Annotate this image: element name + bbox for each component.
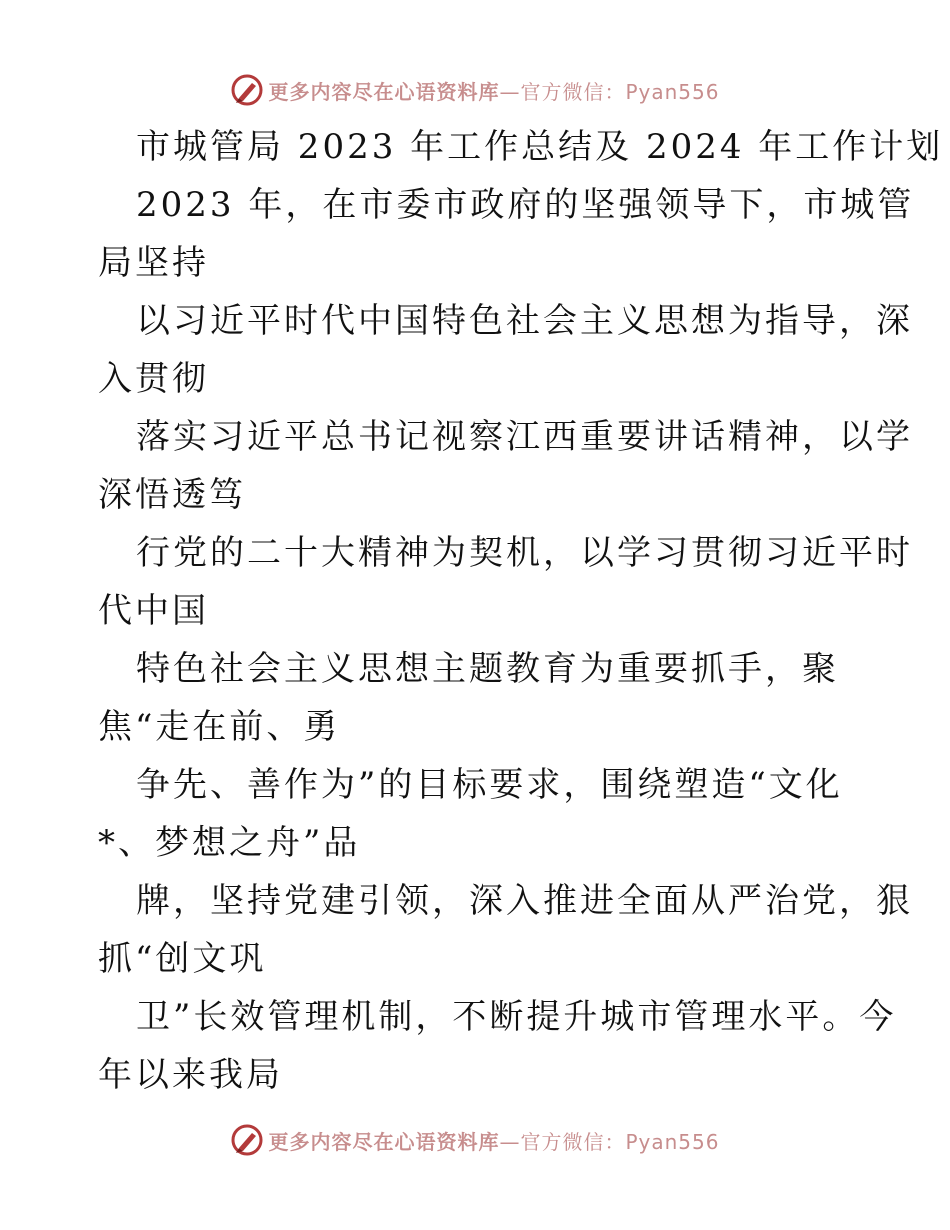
watermark-handle: —官方微信：Pyan556 (499, 1129, 720, 1154)
pen-logo-icon (230, 1123, 264, 1157)
paragraph-line: *、梦想之舟”品 (98, 823, 361, 863)
pen-logo-icon (230, 73, 264, 107)
paragraph-line: 年以来我局 (98, 1055, 283, 1095)
document-title: 市城管局 2023 年工作总结及 2024 年工作计划 (136, 127, 944, 167)
paragraph-line: 深悟透笃 (98, 475, 246, 515)
paragraph-line: 特色社会主义思想主题教育为重要抓手，聚 (136, 649, 839, 689)
paragraph-line: 以习近平时代中国特色社会主义思想为指导，深 (136, 301, 913, 341)
paragraph-line: 代中国 (98, 591, 209, 631)
paragraph-line: 落实习近平总书记视察江西重要讲话精神，以学 (136, 417, 913, 457)
paragraph-line: 入贯彻 (98, 359, 209, 399)
paragraph-line: 牌，坚持党建引领，深入推进全面从严治党，狠 (136, 881, 913, 921)
watermark-site: 更多内容尽在心语资料库 (268, 79, 500, 104)
document-body (98, 118, 944, 1104)
footer-watermark (0, 1122, 950, 1158)
watermark-site: 更多内容尽在心语资料库 (268, 1129, 500, 1154)
watermark-handle: —官方微信：Pyan556 (499, 79, 720, 104)
paragraph-line: 2023 年，在市委市政府的坚强领导下，市城管 (136, 185, 915, 225)
header-watermark (0, 72, 950, 108)
paragraph-line: 行党的二十大精神为契机，以学习贯彻习近平时 (136, 533, 913, 573)
paragraph-line: 抓“创文巩 (98, 939, 267, 979)
paragraph-line: 卫”长效管理机制，不断提升城市管理水平。今 (136, 997, 897, 1037)
paragraph-line: 争先、善作为”的目标要求，围绕塑造“文化 (136, 765, 843, 805)
paragraph-line: 焦“走在前、勇 (98, 707, 341, 747)
paragraph-line: 局坚持 (98, 243, 209, 283)
